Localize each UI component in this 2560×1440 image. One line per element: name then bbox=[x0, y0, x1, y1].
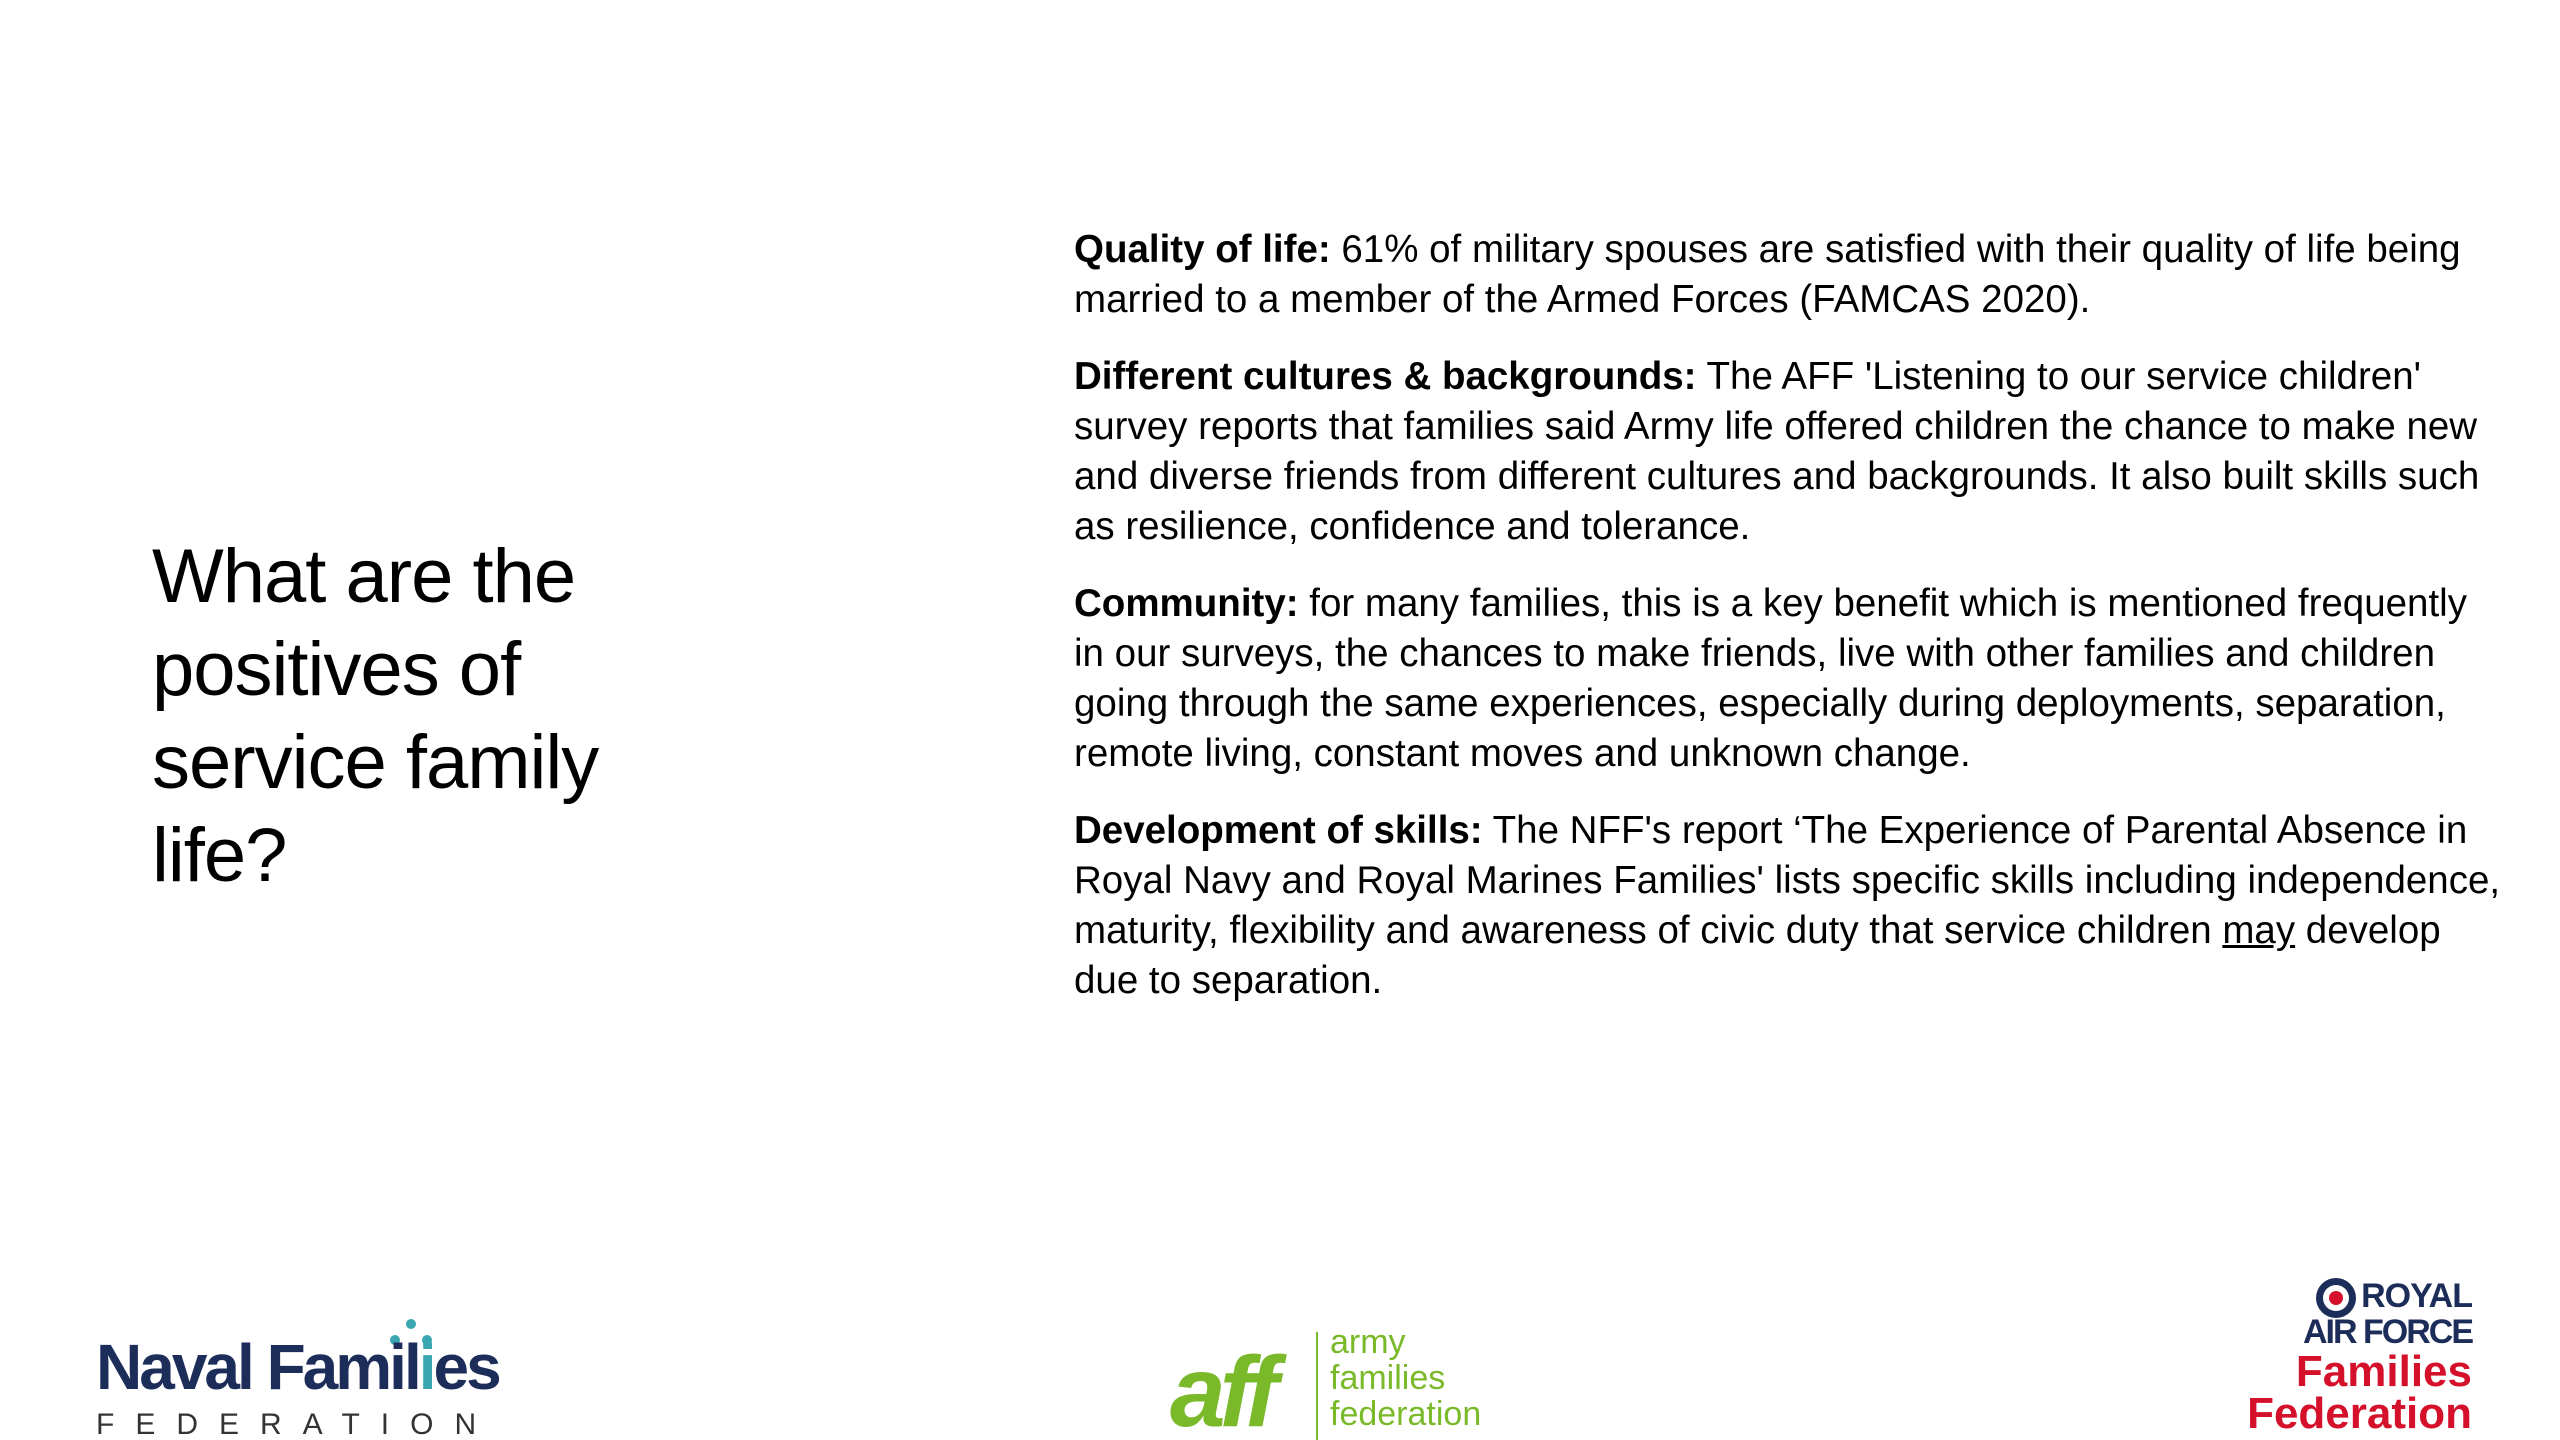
aff-divider bbox=[1316, 1332, 1318, 1440]
raf-royal-text: ROYAL bbox=[2361, 1277, 2472, 1315]
nff-subtitle: FEDERATION bbox=[96, 1408, 498, 1440]
aff-mark: aff bbox=[1170, 1336, 1273, 1440]
paragraph-heading: Community: bbox=[1074, 582, 1299, 625]
paragraph-text-end: develop due to separation. bbox=[1074, 909, 2441, 1002]
paragraph-text: for many families, this is a key benefit which is mentioned frequently in our surveys, the chances to make friends, live with other families and children going through the same experiences, especially during deployments, separation, remote living, constant moves and unknown change. bbox=[1074, 582, 2467, 775]
nff-word-naval: Naval bbox=[96, 1331, 267, 1403]
army-families-federation-logo bbox=[1170, 1322, 1510, 1440]
paragraph-development-of-skills bbox=[1074, 806, 2504, 1006]
paragraph-different-cultures bbox=[1074, 352, 2504, 552]
nff-wordmark bbox=[96, 1330, 499, 1404]
slide-body bbox=[1074, 225, 2504, 1033]
paragraph-heading: Different cultures & backgrounds: bbox=[1074, 355, 1697, 398]
raf-air-force-text: AIR FORCE bbox=[2303, 1313, 2472, 1351]
nff-letter-i: i bbox=[418, 1331, 434, 1403]
raf-federation-text: Federation bbox=[2247, 1389, 2472, 1438]
raf-families-text: Families bbox=[2295, 1347, 2472, 1396]
paragraph-community bbox=[1074, 579, 2504, 779]
paragraph-text: The AFF 'Listening to our service children' survey reports that families said Army life offered children the chance to make new and diverse friends from different cultures and backgrounds. It also built skills such as resilience, confidence and tolerance. bbox=[1074, 355, 2480, 548]
aff-word-families: families bbox=[1330, 1359, 1446, 1397]
naval-families-federation-logo bbox=[96, 1318, 516, 1440]
paragraph-text: 61% of military spouses are satisfied with their quality of life being married to a member of the Armed Forces (FAMCAS 2020). bbox=[1074, 228, 2461, 321]
paragraph-text: The NFF's report ‘The Experience of Parental Absence in Royal Navy and Royal Marines Families' lists specific skills including independence, maturity, flexibility and awareness of civic duty that service children bbox=[1074, 809, 2501, 952]
slide-title: What are the positives of service family life? bbox=[152, 534, 599, 898]
nff-word-es: es bbox=[433, 1331, 499, 1403]
aff-word-army: army bbox=[1330, 1323, 1406, 1361]
nff-word-famil: Famil bbox=[266, 1331, 419, 1403]
paragraph-heading: Development of skills: bbox=[1074, 809, 1483, 852]
paragraph-quality-of-life bbox=[1074, 225, 2504, 325]
raf-families-federation-logo bbox=[2220, 1268, 2480, 1438]
paragraph-heading: Quality of life: bbox=[1074, 228, 1331, 271]
underlined-word: may bbox=[2222, 909, 2296, 952]
aff-word-federation: federation bbox=[1330, 1395, 1482, 1433]
aff-words bbox=[1330, 1324, 1481, 1432]
